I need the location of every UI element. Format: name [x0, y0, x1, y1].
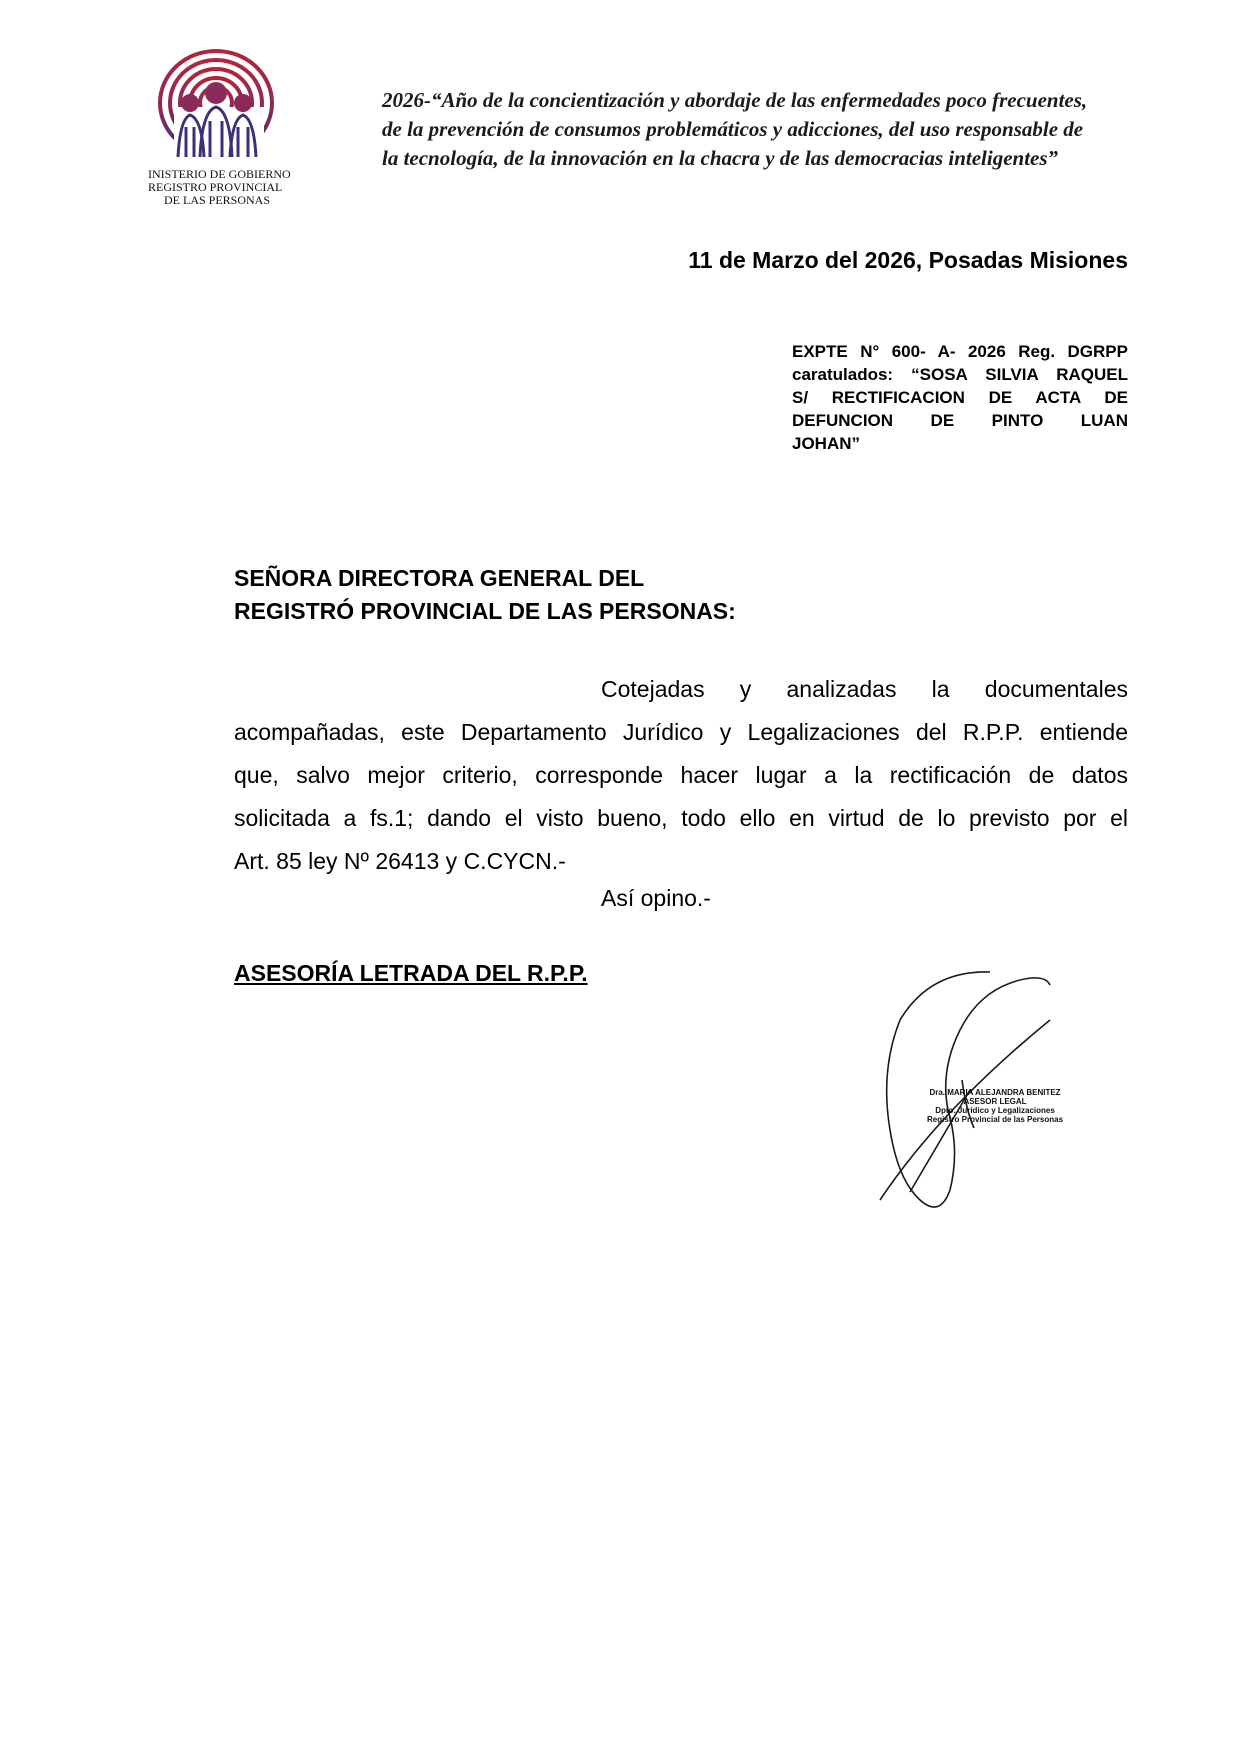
case-reference-line: caratulados: “SOSA SILVIA RAQUEL [792, 365, 1128, 384]
addressee-line: SEÑORA DIRECTORA GENERAL DEL [234, 565, 645, 591]
addressee-line: REGISTRÓ PROVINCIAL DE LAS PERSONAS: [234, 598, 736, 624]
case-reference-line: JOHAN” [792, 434, 861, 453]
signature-stamp [925, 1088, 1065, 1124]
case-reference [792, 340, 1128, 455]
signer-title: ASESORÍA LETRADA DEL R.P.P. [234, 960, 588, 986]
motto-line: 2026-“Año de la concientización y abordaje de las enfermedades poco frecuentes, [382, 88, 1088, 112]
case-reference-line: S/ RECTIFICACION DE ACTA DE [792, 388, 1128, 407]
stamp-line: ASESOR LEGAL [963, 1097, 1027, 1106]
body-line: solicitada a fs.1; dando el visto bueno, todo ello en virtud de lo previsto por el [234, 805, 1128, 831]
addressee [234, 562, 736, 628]
motto-line: de la prevención de consumos problemáticos y adicciones, del uso responsable de [382, 117, 1084, 141]
year-motto [382, 86, 1162, 173]
motto-line: la tecnología, de la innovación en la chacra y de las democracias inteligentes” [382, 146, 1059, 170]
case-reference-line: EXPTE N° 600- A- 2026 Reg. DGRPP [792, 342, 1128, 361]
body-line: que, salvo mejor criterio, corresponde hacer lugar a la rectificación de datos [234, 762, 1128, 788]
case-reference-line: DEFUNCION DE PINTO LUAN [792, 411, 1128, 430]
stamp-line: Registro Provincial de las Personas [926, 1115, 1064, 1124]
org-line: REGISTRO PROVINCIAL [148, 180, 283, 194]
date-place: 11 de Marzo del 2026, Posadas Misiones [688, 247, 1128, 273]
stamp-line: Dra. MARIA ALEJANDRA BENITEZ [929, 1088, 1061, 1097]
body-line: acompañadas, este Departamento Jurídico y Legalizaciones del R.P.P. entiende [234, 719, 1128, 745]
organization-name [148, 168, 318, 207]
body-line: Cotejadas y analizadas la documentales [601, 676, 1128, 702]
opinion-body [234, 668, 1128, 883]
org-line: INISTERIO DE GOBIERNO [148, 167, 291, 181]
stamp-line: Dpto. Jurídico y Legalizaciones [935, 1106, 1055, 1115]
closing-phrase: Así opino.- [601, 885, 711, 911]
body-line: Art. 85 ley Nº 26413 y C.CYCN.- [234, 848, 566, 874]
org-line: DE LAS PERSONAS [164, 193, 271, 207]
fingerprint-family-logo-icon [150, 45, 290, 165]
